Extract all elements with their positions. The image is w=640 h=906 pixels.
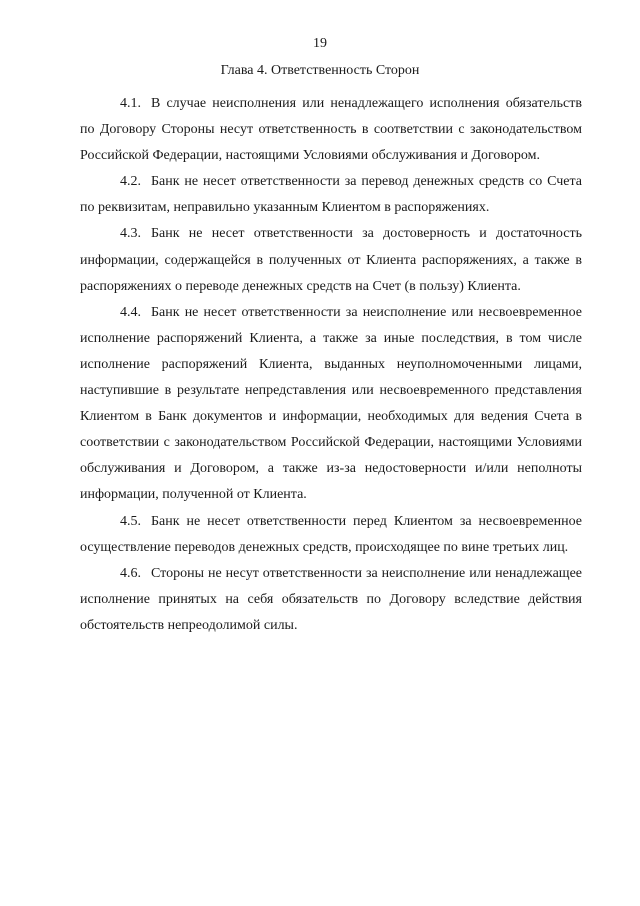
chapter-title: Глава 4. Ответственность Сторон	[220, 63, 420, 78]
document-body	[80, 91, 582, 639]
paragraph-number: 4.6.	[120, 565, 141, 581]
paragraph-4-4	[80, 300, 582, 509]
page-number: 19	[313, 36, 327, 51]
paragraph-4-5	[80, 509, 582, 561]
paragraph-text: Банк не несет ответственности за достоверность и достаточность информации, содержащейся в полученных от Клиента распоряжениях, а также в распоряжениях о переводе денежных средств на Счет (в пользу) Клиента.	[80, 226, 582, 294]
paragraph-text: Банк не несет ответственности за неисполнение или несвоевременное исполнение распоряжений Клиента, а также за иные последствия, в том числе исполнение распоряжений Клиента, выданных неуполномоченными лицами, наступившие в результате непредставления или несвоевременного представления Клиентом в Банк документов и информации, необходимых для ведения Счета в соответствии с законодательством Российской Федерации, настоящими Условиями обслуживания и Договором, а также из-за недостоверности и/или неполноты информации, полученной от Клиента.	[80, 304, 582, 503]
paragraph-4-3	[80, 221, 582, 299]
paragraph-number: 4.5.	[120, 513, 141, 529]
paragraph-4-2	[80, 169, 582, 221]
paragraph-number: 4.4.	[120, 304, 141, 320]
paragraph-text: Банк не несет ответственности за перевод денежных средств со Счета по реквизитам, неправильно указанным Клиентом в распоряжениях.	[80, 174, 582, 216]
paragraph-4-6	[80, 561, 582, 639]
paragraph-text: Стороны не несут ответственности за неисполнение или ненадлежащее исполнение принятых на себя обязательств по Договору вследствие действия обстоятельств непреодолимой силы.	[80, 565, 582, 633]
paragraph-number: 4.1.	[120, 96, 141, 111]
paragraph-text: В случае неисполнения или ненадлежащего исполнения обязательств по Договору Стороны несут ответственность в соответствии с законодательством Российской Федерации, настоящими Условиями обслуживания и Договором.	[80, 96, 582, 164]
paragraph-text: Банк не несет ответственности перед Клиентом за несвоевременное осуществление переводов денежных средств, происходящее по вине третьих лиц.	[80, 513, 582, 555]
paragraph-number: 4.3.	[120, 226, 141, 242]
paragraph-4-1	[80, 91, 582, 169]
paragraph-number: 4.2.	[120, 174, 141, 190]
